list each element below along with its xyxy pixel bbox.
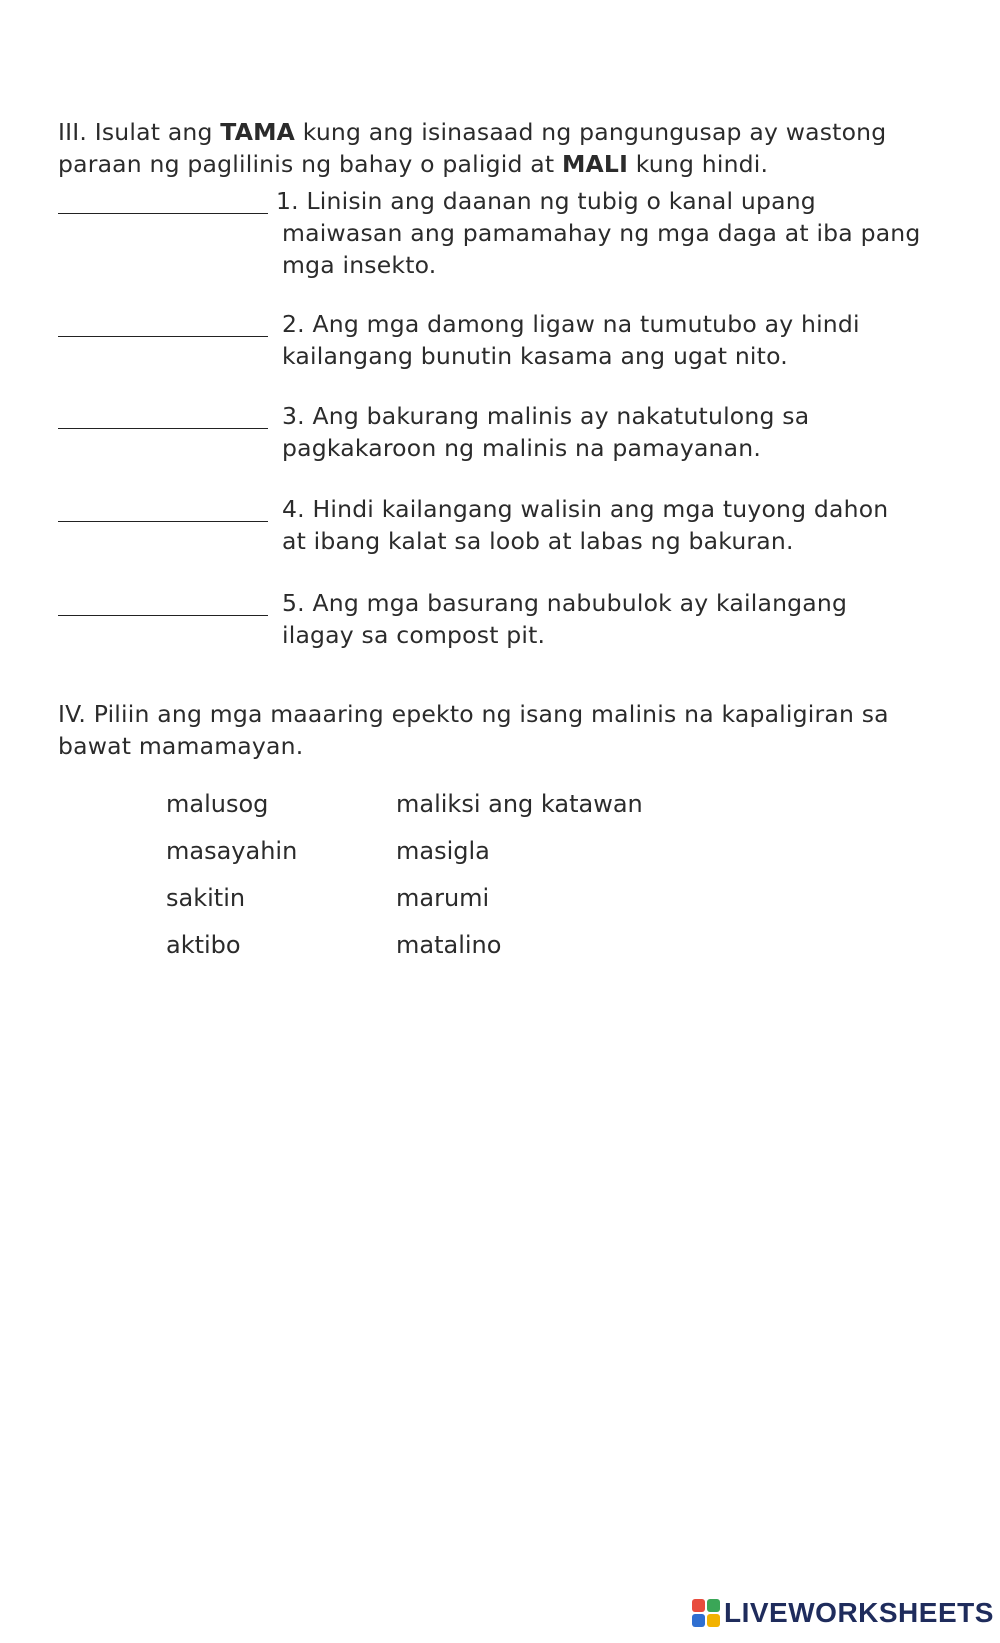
instr-suffix: kung hindi. (628, 149, 769, 178)
choice-maliksi-ang-katawan[interactable]: maliksi ang katawan (396, 790, 643, 818)
answer-blank-4[interactable] (58, 521, 268, 522)
item-3-line1: Ang bakurang malinis ay nakatutulong sa (312, 402, 810, 430)
choice-malusog[interactable]: malusog (166, 790, 269, 818)
item-3-text (282, 400, 962, 464)
answer-blank-1[interactable] (58, 213, 268, 214)
item-4-line1: Hindi kailangang walisin ang mga tuyong dahon (312, 495, 889, 523)
choice-aktibo[interactable]: aktibo (166, 931, 241, 959)
item-3-number: 3. (282, 402, 305, 430)
item-4-number: 4. (282, 495, 305, 523)
answer-blank-3[interactable] (58, 428, 268, 429)
item-2-number: 2. (282, 310, 305, 338)
item-2-line1: Ang mga damong ligaw na tumutubo ay hindi (312, 310, 860, 338)
item-3-rest: pagkakaroon ng malinis na pamayanan. (282, 434, 762, 462)
answer-blank-2[interactable] (58, 336, 268, 337)
item-1-text (276, 185, 962, 281)
item-1-rest: maiwasan ang pamamahay ng mga daga at iba pang mga insekto. (282, 219, 921, 279)
instr-bold-mali: MALI (561, 149, 629, 178)
item-4-text (282, 493, 962, 557)
instr-bold-tama: TAMA (220, 117, 296, 146)
logo-square-1 (692, 1599, 705, 1612)
logo-square-4 (707, 1614, 720, 1627)
choice-marumi[interactable]: marumi (396, 884, 490, 912)
item-5-rest: ilagay sa compost pit. (282, 621, 546, 649)
item-5-number: 5. (282, 589, 305, 617)
instr-prefix: III. Isulat ang (58, 117, 221, 146)
item-2-rest: kailangang bunutin kasama ang ugat nito. (282, 342, 788, 370)
item-2-text (282, 308, 962, 372)
choice-masayahin[interactable]: masayahin (166, 837, 298, 865)
item-5-text (282, 587, 962, 651)
item-1-number: 1. (276, 187, 299, 215)
choice-matalino[interactable]: matalino (396, 931, 502, 959)
liveworksheets-logo-icon (692, 1599, 720, 1627)
liveworksheets-watermark (692, 1598, 994, 1628)
choice-masigla[interactable]: masigla (396, 837, 490, 865)
item-5-line1: Ang mga basurang nabubulok ay kailangang (312, 589, 848, 617)
section-iv-heading: IV. Piliin ang mga maaaring epekto ng isang malinis na kapaligiran sa bawat mamamayan. (58, 700, 889, 760)
section-iii-instructions (58, 116, 958, 180)
answer-blank-5[interactable] (58, 615, 268, 616)
instr-middle: kung ang isinasaad ng pangungusap ay wastong paraan ng paglilinis ng bahay o paligid at (58, 117, 887, 178)
choice-sakitin[interactable]: sakitin (166, 884, 246, 912)
item-1-line1: Linisin ang daanan ng tubig o kanal upang (306, 187, 816, 215)
item-4-rest: at ibang kalat sa loob at labas ng bakuran. (282, 527, 794, 555)
brand-name: LIVEWORKSHEETS (724, 1597, 994, 1628)
logo-square-3 (692, 1614, 705, 1627)
logo-square-2 (707, 1599, 720, 1612)
